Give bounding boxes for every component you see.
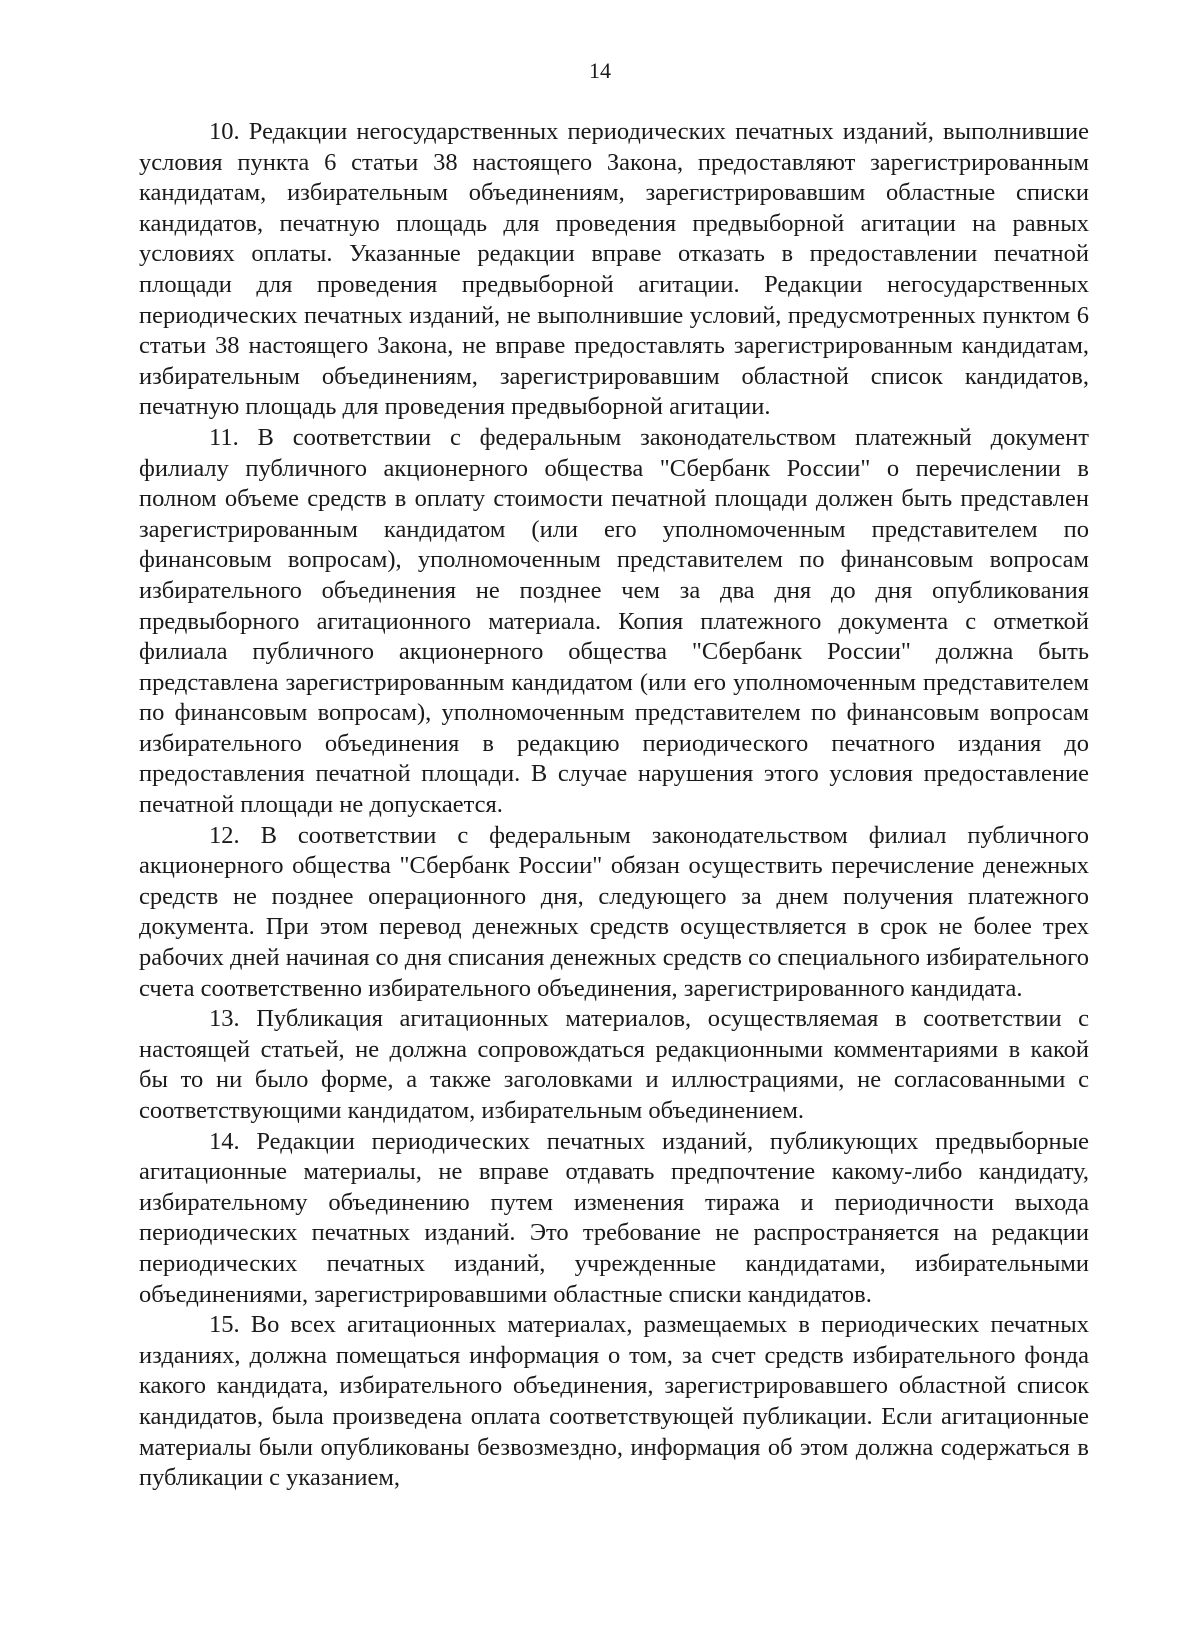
body-text — [139, 117, 1089, 1494]
paragraph-11: 11. В соответствии с федеральным законодательством платежный документ филиалу публичного акционерного общества "Сбербанк России" о перечислении в полном объеме средств в оплату стоимости печатной площади должен быть представлен зарегистрированным кандидатом (или его уполномоченным представителем по финансовым вопросам), уполномоченным представителем по финансовым вопросам избирательного объединения не позднее чем за два дня до дня опубликования предвыборного агитационного материала. Копия платежного документа с отметкой филиала публичного акционерного общества "Сбербанк России" должна быть представлена зарегистрированным кандидатом (или его уполномоченным представителем по финансовым вопросам), уполномоченным представителем по финансовым вопросам избирательного объединения в редакцию периодического печатного издания до предоставления печатной площади. В случае нарушения этого условия предоставление печатной площади не допускается. — [139, 423, 1089, 819]
paragraph-15: 15. Во всех агитационных материалах, размещаемых в периодических печатных изданиях, должна помещаться информация о том, за счет средств избирательного фонда какого кандидата, избирательного объединения, зарегистрировавшего областной список кандидатов, была произведена оплата соответствующей публикации. Если агитационные материалы были опубликованы безвозмездно, информация об этом должна содержаться в публикации с указанием, — [139, 1311, 1089, 1492]
paragraph-14: 14. Редакции периодических печатных изданий, публикующих предвыборные агитационные материалы, не вправе отдавать предпочтение какому-либо кандидату, избирательному объединению путем изменения тиража и периодичности выхода периодических печатных изданий. Это требование не распространяется на редакции периодических печатных изданий, учрежденные кандидатами, избирательными объединениями, зарегистрировавшими областные списки кандидатов. — [139, 1127, 1089, 1308]
paragraph-10: 10. Редакции негосударственных периодических печатных изданий, выполнившие условия пункта 6 статьи 38 настоящего Закона, предоставляют зарегистрированным кандидатам, избирательным объединениям, зарегистрировавшим областные списки кандидатов, печатную площадь для проведения предвыборной агитации на равных условиях оплаты. Указанные редакции вправе отказать в предоставлении печатной площади для проведения предвыборной агитации. Редакции негосударственных периодических печатных изданий, не выполнившие условий, предусмотренных пунктом 6 статьи 38 настоящего Закона, не вправе предоставлять зарегистрированным кандидатам, избирательным объединениям, зарегистрировавшим областной список кандидатов, печатную площадь для проведения предвыборной агитации. — [139, 118, 1089, 421]
page-number: 14 — [589, 58, 611, 83]
paragraph-13: 13. Публикация агитационных материалов, осуществляемая в соответствии с настоящей статьей, не должна сопровождаться редакционными комментариями в какой бы то ни было форме, а также заголовками и иллюстрациями, не согласованными с соответствующими кандидатом, избирательным объединением. — [139, 1005, 1089, 1124]
paragraph-12: 12. В соответствии с федеральным законодательством филиал публичного акционерного общества "Сбербанк России" обязан осуществить перечисление денежных средств не позднее операционного дня, следующего за днем получения платежного документа. При этом перевод денежных средств осуществляется в срок не более трех рабочих дней начиная со дня списания денежных средств со специального избирательного счета соответственно избирательного объединения, зарегистрированного кандидата. — [139, 821, 1089, 1002]
